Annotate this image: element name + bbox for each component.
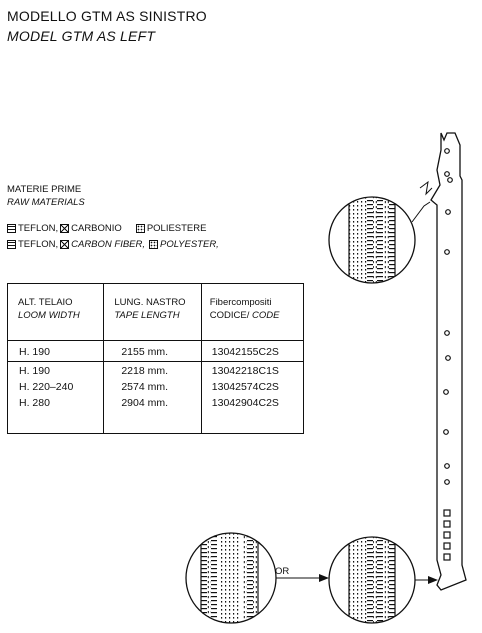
column-loom-width: H. 190 H. 190 H. 220–240 H. 280 — [8, 341, 104, 434]
detail-circle-right — [329, 537, 415, 623]
tape-holes — [444, 149, 453, 560]
detail-circle-left — [186, 533, 276, 623]
legend-polyester-en: POLYESTER, — [160, 239, 219, 250]
materials-heading-italian: MATERIE PRIME — [7, 184, 82, 195]
materials-heading-english: RAW MATERIALS — [7, 197, 85, 208]
or-label: OR — [275, 566, 290, 577]
column-tape-length: 2155 mm. 2218 mm. 2574 mm. 2904 mm. — [104, 341, 201, 434]
legend-carbon-en: CARBON FIBER, — [71, 239, 146, 250]
legend-teflon-en: TEFLON, — [18, 239, 59, 250]
table-row: 2155 mm. — [104, 341, 200, 362]
title-english: MODEL GTM AS LEFT — [7, 28, 156, 44]
legend-polyester-it: POLIESTERE — [146, 223, 207, 234]
legend-teflon-it: TEFLON, — [18, 223, 59, 234]
legend-carbon-it: CARBONIO — [71, 223, 122, 234]
header-loom-width: ALT. TELAIO LOOM WIDTH — [8, 284, 104, 341]
title-italian: MODELLO GTM AS SINISTRO — [7, 8, 207, 24]
header-code: Fibercompositi CODICE/ CODE — [201, 284, 303, 341]
table-row: 13042155C2S — [202, 341, 303, 362]
tape-arrow — [415, 576, 438, 584]
detail-leader — [412, 182, 432, 222]
column-code: 13042155C2S 13042218C1S 13042574C2S 13042904C2S — [201, 341, 303, 434]
detail-circle-top — [329, 197, 415, 283]
header-tape-length: LUNG. NASTRO TAPE LENGTH — [104, 284, 201, 341]
table-row: H. 190 — [8, 341, 103, 362]
